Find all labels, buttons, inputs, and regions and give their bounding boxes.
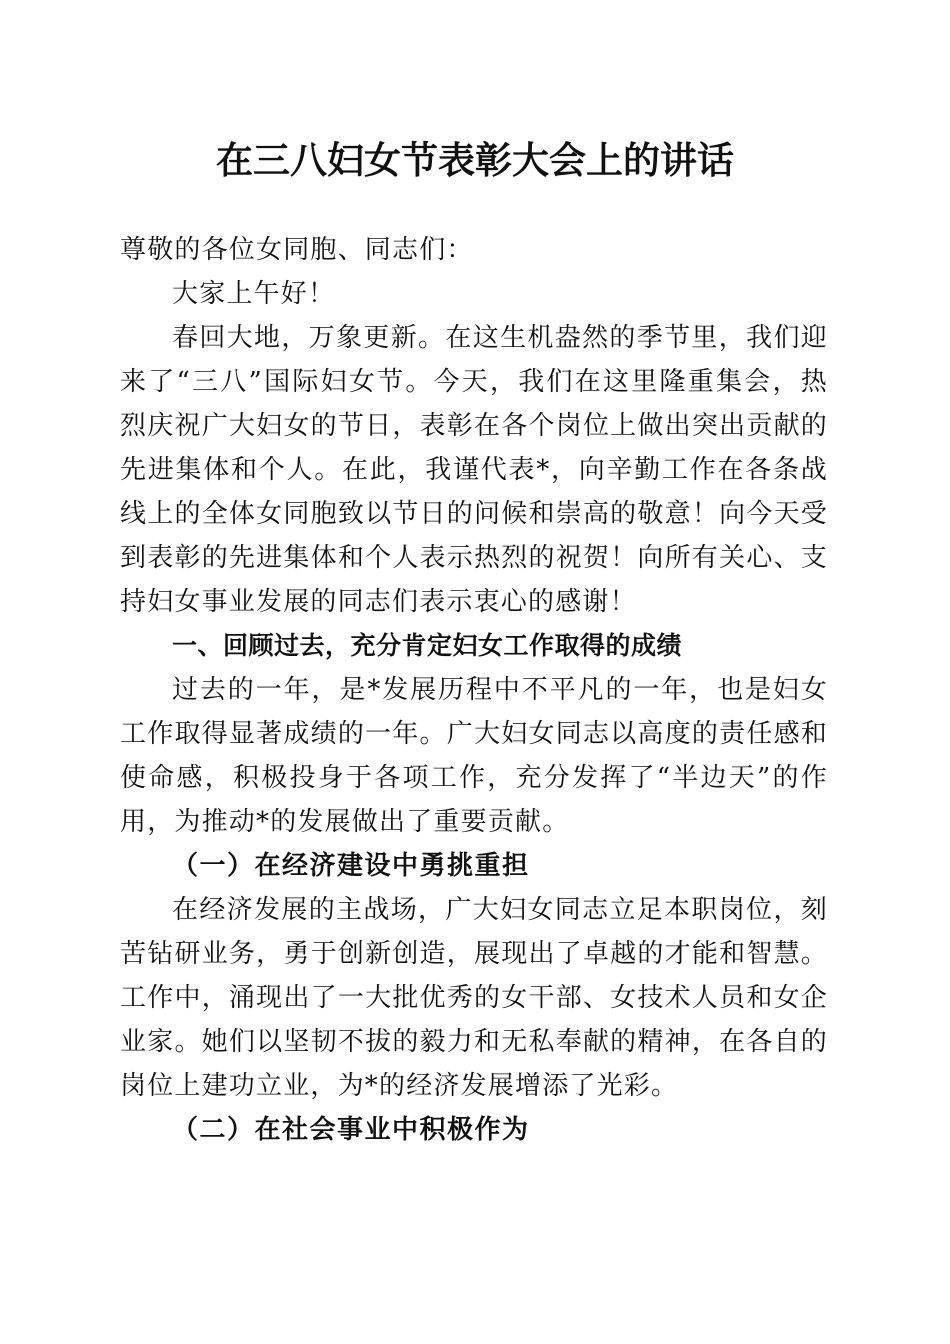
greeting: 大家上午好！ bbox=[172, 279, 336, 309]
salutation: 尊敬的各位女同胞、同志们： bbox=[120, 235, 474, 265]
subsection-heading-2: （二）在社会事业中积极作为 bbox=[172, 1115, 530, 1145]
document-title: 在三八妇女节表彰大会上的讲话 bbox=[216, 138, 734, 182]
subsection-1-paragraph: 在经济发展的主战场，广大妇女同志立足本职岗位，刻苦钻研业务，勇于创新创造，展现出了卓越的才能和智慧。工作中，涌现出了一大批优秀的女干部、女技术人员和女企业家。她们以坚韧不拔的毅力和无私奉献的精神，在各自的岗位上建功立业，为*的经济发展增添了光彩。 bbox=[120, 895, 828, 1101]
subsection-heading-1: （一）在经济建设中勇挑重担 bbox=[172, 851, 530, 881]
intro-paragraph: 春回大地，万象更新。在这生机盎然的季节里，我们迎来了“三八”国际妇女节。今天，我们在这里隆重集会，热烈庆祝广大妇女的节日，表彰在各个岗位上做出突出贡献的先进集体和个人。在此，我谨代表*，向辛勤工作在各条战线上的全体女同胞致以节日的问候和崇高的敬意！向今天受到表彰的先进集体和个人表示热烈的祝贺！向所有关心、支持妇女事业发展的同志们表示衷心的感谢！ bbox=[120, 323, 828, 617]
section-1-paragraph: 过去的一年，是*发展历程中不平凡的一年，也是妇女工作取得显著成绩的一年。广大妇女同志以高度的责任感和使命感，积极投身于各项工作，充分发挥了“半边天”的作用，为推动*的发展做出了重要贡献。 bbox=[120, 675, 828, 837]
section-heading-1: 一、回顾过去，充分肯定妇女工作取得的成绩 bbox=[172, 631, 683, 660]
document-body bbox=[120, 228, 828, 1152]
